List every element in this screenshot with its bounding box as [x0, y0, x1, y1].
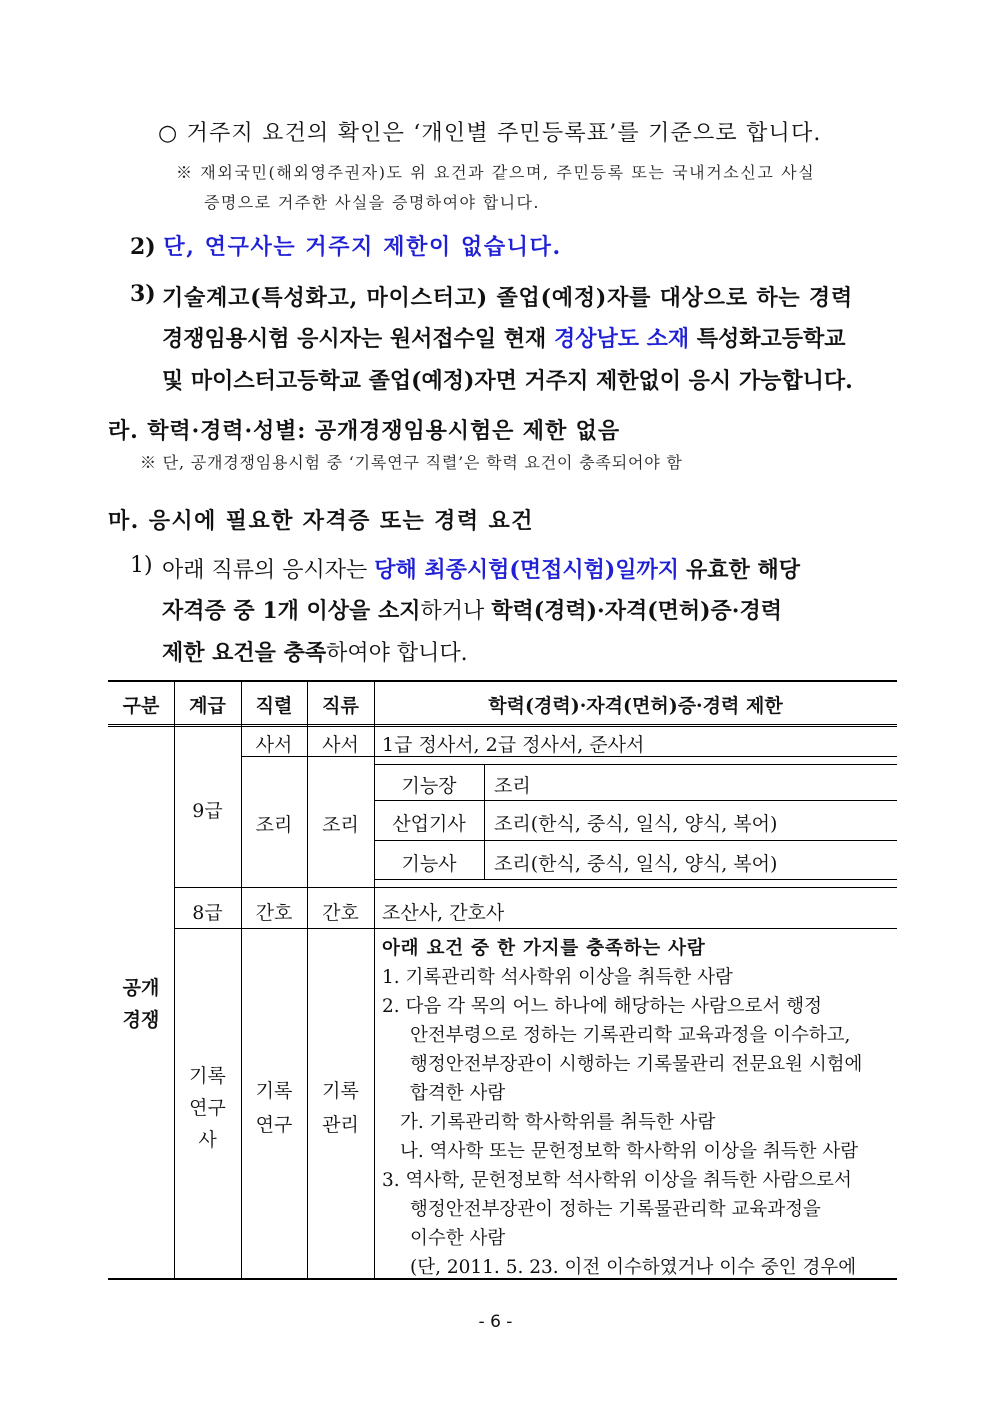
- item-3-line-3: 및 마이스터고등학교 졸업(예정)자면 거주지 제한없이 응시 가능합니다.: [162, 368, 853, 394]
- section-ra-note: ※ 단, 공개경쟁임용시험 중 ‘기록연구 직렬’은 학력 요건이 충족되어야 함: [140, 453, 683, 472]
- cook-level-master: 기능장: [401, 775, 457, 797]
- archive-series-1: 기록: [255, 1080, 293, 1102]
- category-open-competition: 공개 경쟁: [122, 977, 160, 1031]
- section-ra-heading: 라. 학력·경력·성별: 공개경쟁임용시험은 제한 없음: [108, 418, 620, 444]
- archive-req-2: 2. 다음 각 목의 어느 하나에 해당하는 사람으로서 행정: [382, 996, 822, 1017]
- librarian-class: 사서: [322, 734, 359, 756]
- col-divider-2: [241, 680, 242, 1280]
- cook-class: 조리: [322, 814, 359, 836]
- nurse-requirements: 조산사, 간호사: [382, 902, 505, 924]
- item-2-text: 단, 연구사는 거주지 제한이 없습니다.: [163, 234, 562, 260]
- cook-field-industrial: 조리(한식, 중식, 일식, 양식, 복어): [494, 813, 778, 835]
- item-3-line-1: 기술계고(특성화고, 마이스터고) 졸업(예정)자를 대상으로 하는 경력: [162, 285, 853, 311]
- librarian-series: 사서: [255, 734, 293, 756]
- archive-grade: [174, 1060, 241, 1156]
- archive-grade-3: 사: [198, 1129, 217, 1151]
- cook-sub-top: [374, 764, 897, 765]
- archive-series: [241, 1074, 307, 1142]
- header-requirements: 학력(경력)·자격(면허)증·경력 제한: [488, 695, 783, 717]
- col-divider-4: [374, 680, 375, 1280]
- item-3-line-2: [162, 322, 846, 353]
- archive-req-1: 1. 기록관리학 석사학위 이상을 취득한 사람: [382, 967, 733, 988]
- overseas-note-line-2: 증명으로 거주한 사실을 증명하여야 합니다.: [204, 193, 540, 212]
- archive-grade-1: 기록: [189, 1065, 226, 1087]
- archive-req-intro: 아래 요건 중 한 가지를 충족하는 사람: [382, 938, 706, 959]
- ma-1-line-1-a: 아래 직류의 응시자는: [162, 558, 368, 583]
- row-cook-bottom: [174, 887, 897, 888]
- ma-1-line-2-b: 하거나: [420, 599, 485, 624]
- cook-level-industrial: 산업기사: [392, 813, 466, 835]
- item-3-line-2-highlight: 경상남도 소재: [553, 326, 690, 352]
- grade-9: 9급: [192, 800, 223, 822]
- cook-series: 조리: [255, 814, 293, 836]
- ma-1-line-1-c: 유효한 해당: [686, 557, 800, 583]
- archive-req-3: 3. 역사학, 문헌정보학 석사학위 이상을 취득한 사람으로서: [382, 1170, 852, 1191]
- archive-series-2: 연구: [255, 1114, 293, 1136]
- header-series: 직렬: [255, 695, 293, 717]
- ma-1-line-1-highlight: 당해 최종시험(면접시험)일까지: [374, 557, 680, 583]
- nurse-series: 간호: [255, 902, 293, 924]
- cook-sub-line-1: [374, 800, 897, 801]
- archive-req-2-cont-3: 합격한 사람: [410, 1083, 506, 1104]
- ma-1-line-3-a: 제한 요건을 충족: [162, 640, 327, 666]
- cook-level-craftsman: 기능사: [401, 853, 457, 875]
- table-header-border: [108, 724, 897, 725]
- overseas-note-line-1: [176, 160, 896, 183]
- table-top-border: [108, 680, 897, 682]
- archive-req-3-cont-2: 이수한 사람: [410, 1228, 506, 1249]
- ma-1-line-1: [162, 553, 800, 584]
- ma-1-line-3: [162, 636, 468, 667]
- archive-req-2-cont-2: 행정안전부장관이 시행하는 기록물관리 전문요원 시험에: [410, 1054, 863, 1075]
- cook-sub-divider: [484, 764, 485, 879]
- item-3-line-2-c: 특성화고등학교: [696, 326, 846, 352]
- cook-field-master: 조리: [494, 775, 531, 797]
- ma-1-line-3-b: 하여야 합니다.: [326, 641, 468, 666]
- archive-req-2-cont-1: 안전부령으로 정하는 기록관리학 교육과정을 이수하고,: [410, 1025, 851, 1046]
- archive-req-3-cont-3: (단, 2011. 5. 23. 이전 이수하였거나 이수 중인 경우에: [410, 1257, 857, 1278]
- item-2-number: 2): [130, 234, 156, 260]
- item-3-number: 3): [130, 281, 156, 307]
- archive-class-2: 관리: [322, 1114, 359, 1136]
- archive-req-2-b: 나. 역사학 또는 문헌정보학 학사학위 이상을 취득한 사람: [400, 1141, 859, 1162]
- ma-1-line-2-c: 학력(경력)·자격(면허)증·경력: [491, 598, 782, 624]
- requirements-table: [108, 680, 897, 1280]
- row-nurse-bottom: [174, 928, 897, 929]
- nurse-class: 간호: [322, 902, 359, 924]
- col-divider-1: [174, 680, 175, 1280]
- archive-class-1: 기록: [322, 1080, 359, 1102]
- librarian-requirements: 1급 정사서, 2급 정사서, 준사서: [382, 734, 645, 756]
- header-category: 구분: [122, 695, 160, 717]
- cook-field-craftsman: 조리(한식, 중식, 일식, 양식, 복어): [494, 853, 778, 875]
- col-divider-3: [307, 680, 308, 1280]
- archive-grade-2: 연구: [189, 1097, 226, 1119]
- cook-sub-line-2: [374, 840, 897, 841]
- item-3-line-2-a: 경쟁임용시험 응시자는 원서접수일 현재: [162, 326, 547, 352]
- header-class: 직류: [322, 695, 359, 717]
- cook-sub-bottom: [374, 879, 897, 880]
- overseas-note-text-1: ※ 재외국민(해외영주권자)도 위 요건과 같으며, 주민등록 또는 국내거소신고 사실: [176, 163, 816, 182]
- archive-requirements: [382, 934, 862, 1282]
- archive-req-3-cont-1: 행정안전부장관이 정하는 기록물관리학 교육과정을: [410, 1199, 821, 1220]
- archive-class: [307, 1074, 374, 1142]
- grade-8: 8급: [192, 902, 223, 924]
- page-number: - 6 -: [478, 1312, 513, 1332]
- header-grade: 계급: [189, 695, 226, 717]
- ma-1-line-2: [162, 594, 782, 625]
- section-ma-heading: 마. 응시에 필요한 자격증 또는 경력 요건: [108, 508, 534, 534]
- item-2: [130, 230, 562, 261]
- ma-1-line-2-a: 자격증 중 1개 이상을 소지: [162, 598, 421, 624]
- ma-1-number: 1): [130, 553, 153, 578]
- residence-check-line: ○ 거주지 요건의 확인은 ‘개인별 주민등록표’를 기준으로 합니다.: [158, 121, 822, 146]
- archive-req-2-a: 가. 기록관리학 학사학위를 취득한 사람: [400, 1112, 716, 1133]
